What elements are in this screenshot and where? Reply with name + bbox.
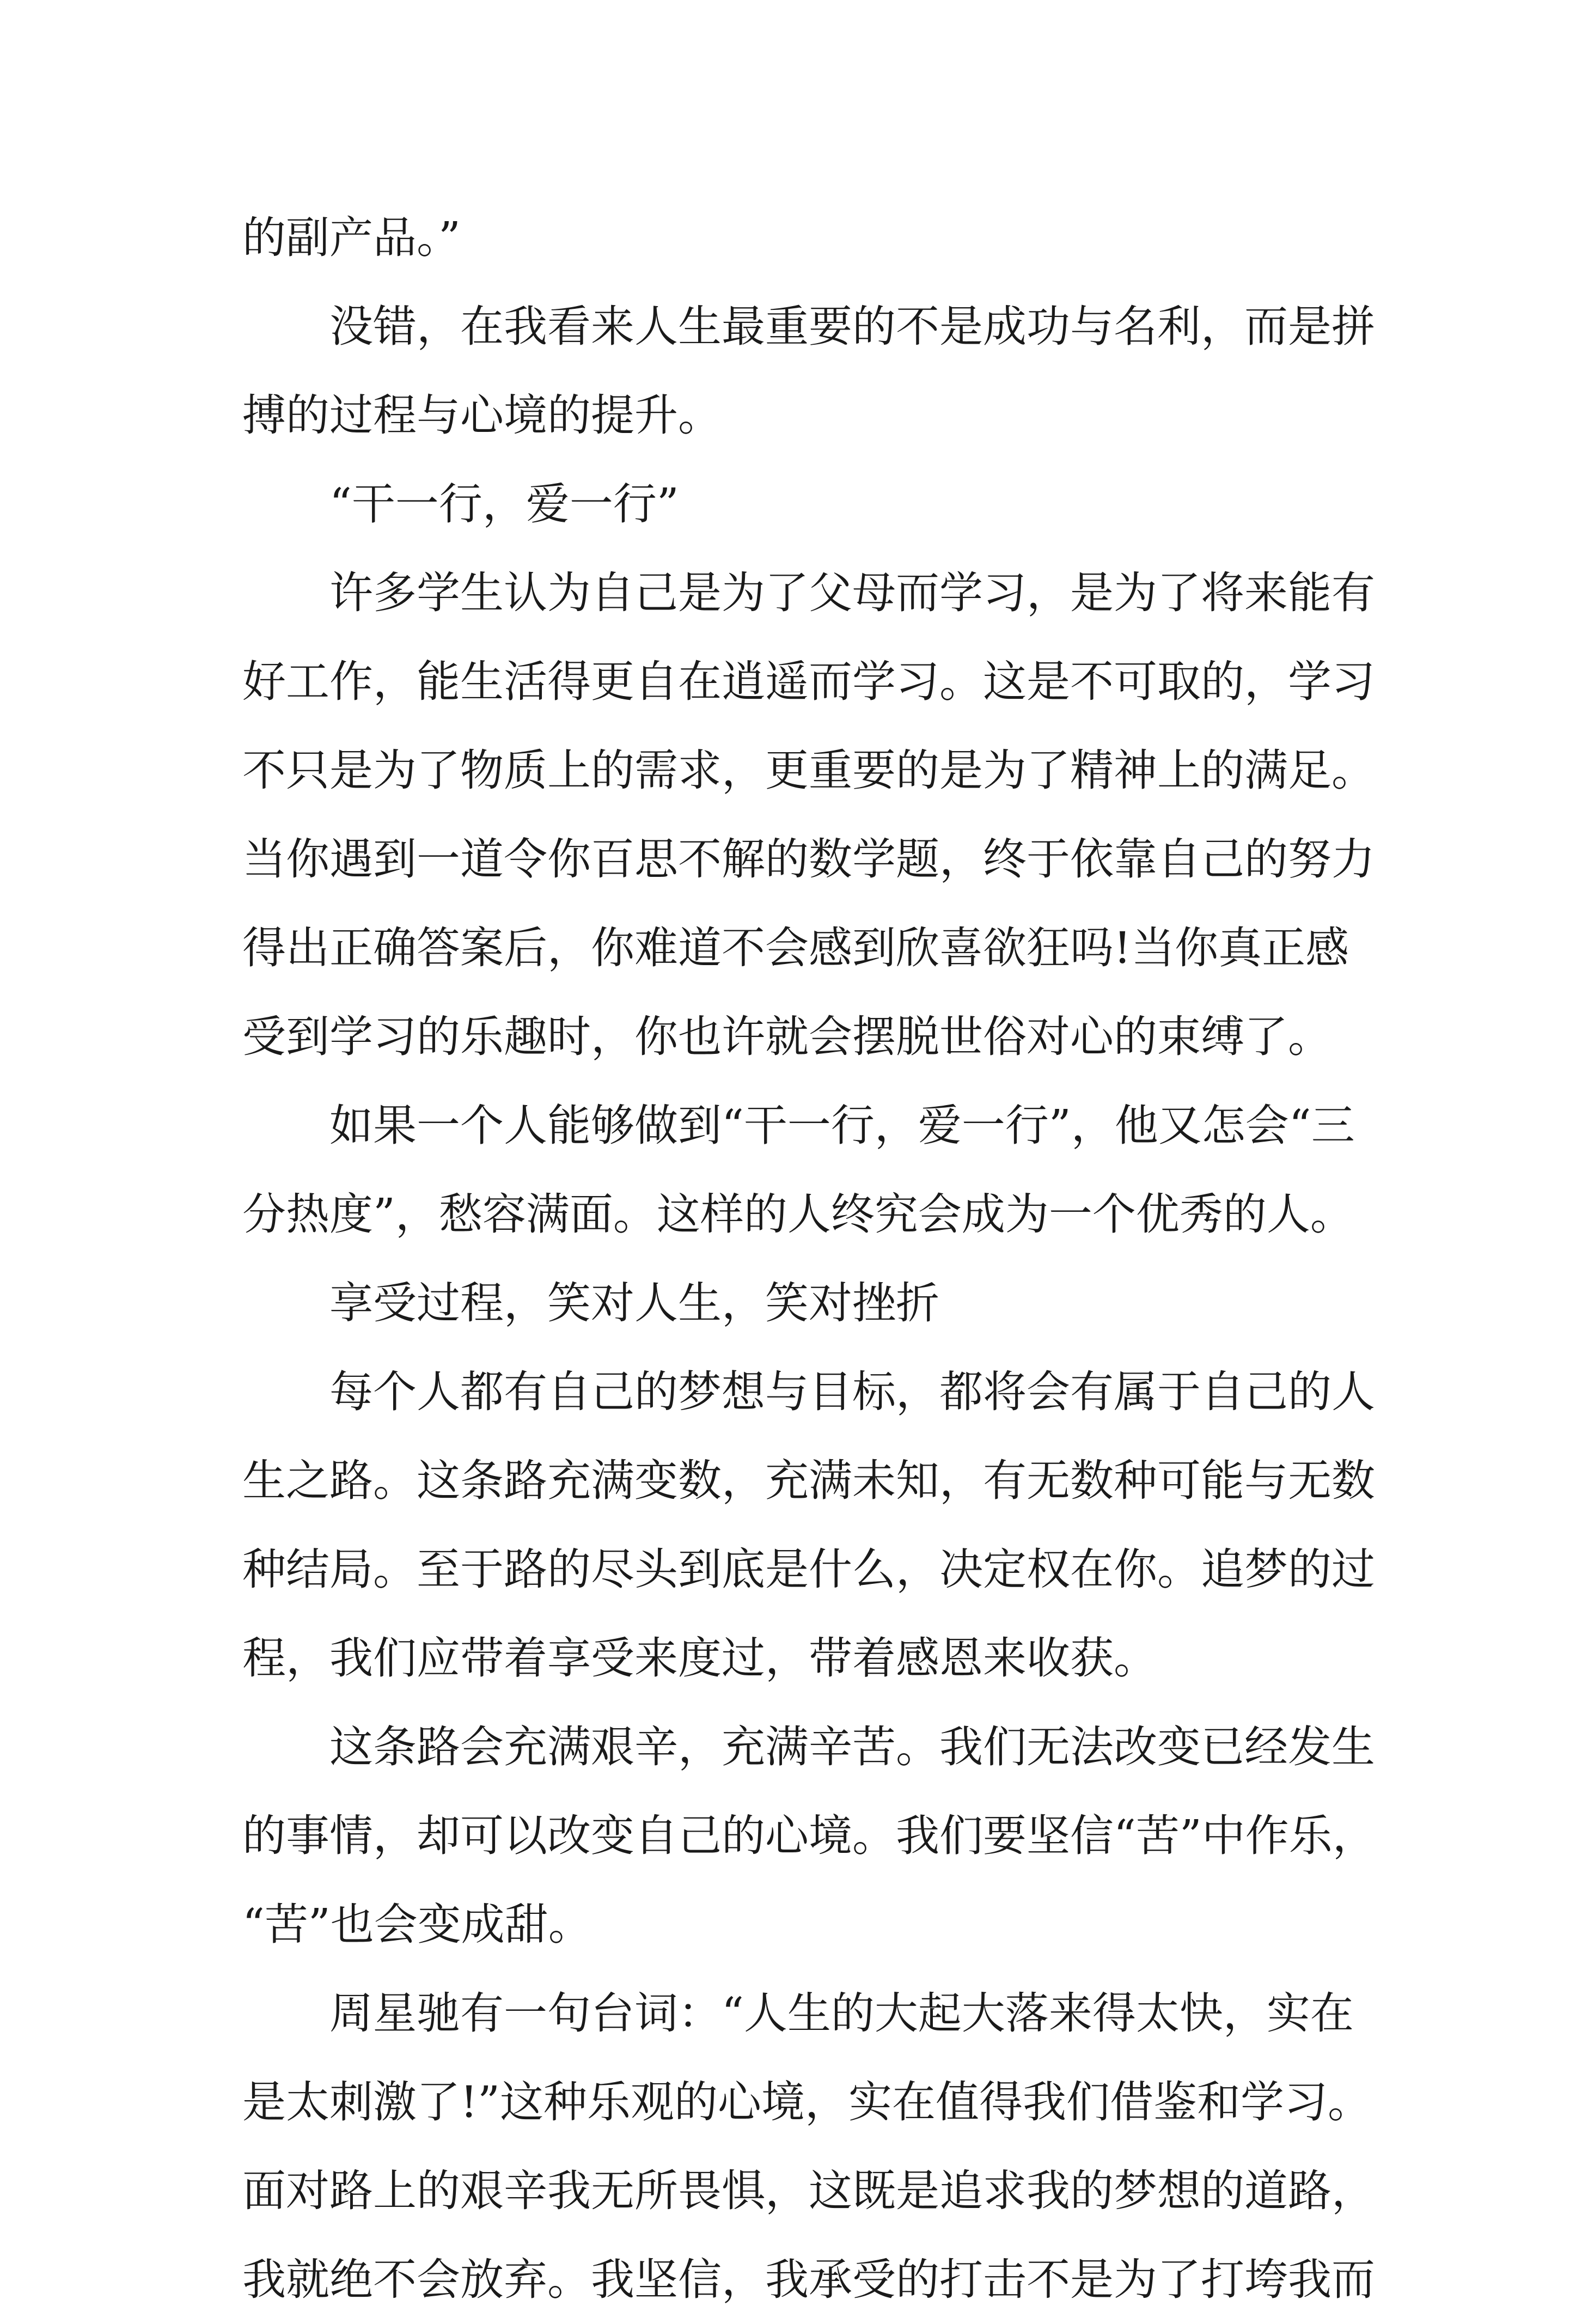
text-line: 我就绝不会放弃。我坚信，我承受的打击不是为了打垮我而 xyxy=(242,2254,1375,2305)
text-line: 面对路上的艰辛我无所畏惧，这既是追求我的梦想的道路， xyxy=(242,2166,1375,2216)
text-line: 受到学习的乐趣时，你也许就会摆脱世俗对心的束缚了。 xyxy=(242,1011,1331,1062)
text-line: 生之路。这条路充满变数，充满未知，有无数种可能与无数 xyxy=(242,1455,1375,1506)
text-line: 程，我们应带着享受来度过，带着感恩来收获。 xyxy=(242,1633,1157,1683)
text-line: 周星驰有一句台词：“人生的大起大落来得太快，实在 xyxy=(242,1988,1354,2039)
section-heading: 享受过程，笑对人生，笑对挫折 xyxy=(242,1278,939,1328)
section-heading: “干一行，爱一行” xyxy=(242,479,679,529)
text-line: 分热度”，愁容满面。这样的人终究会成为一个优秀的人。 xyxy=(242,1189,1354,1240)
text-line: 当你遇到一道令你百思不解的数学题，终于依靠自己的努力 xyxy=(242,834,1375,885)
text-line: 的副产品。” xyxy=(242,212,461,263)
text-line: 不只是为了物质上的需求，更重要的是为了精神上的满足。 xyxy=(242,745,1375,796)
text-line: 许多学生认为自己是为了父母而学习，是为了将来能有 xyxy=(242,568,1375,618)
text-line: 这条路会充满艰辛，充满辛苦。我们无法改变已经发生 xyxy=(242,1722,1375,1772)
text-line: 种结局。至于路的尽头到底是什么，决定权在你。追梦的过 xyxy=(242,1544,1375,1595)
text-line: 如果一个人能够做到“干一行，爱一行”，他又怎会“三 xyxy=(242,1100,1355,1151)
text-line: 搏的过程与心境的提升。 xyxy=(242,390,722,441)
text-line: 每个人都有自己的梦想与目标，都将会有属于自己的人 xyxy=(242,1367,1375,1417)
text-line: 的事情，却可以改变自己的心境。我们要坚信“苦”中作乐， xyxy=(242,1810,1376,1861)
essay-body xyxy=(242,193,1376,2324)
text-line: “苦”也会变成甜。 xyxy=(242,1899,592,1950)
text-line: 是太刺激了!”这种乐观的心境，实在值得我们借鉴和学习。 xyxy=(242,2077,1372,2127)
text-line: 没错，在我看来人生最重要的不是成功与名利，而是拼 xyxy=(242,301,1375,352)
text-line: 得出正确答案后，你难道不会感到欣喜欲狂吗!当你真正感 xyxy=(242,923,1349,973)
text-line: 好工作，能生活得更自在逍遥而学习。这是不可取的，学习 xyxy=(242,656,1375,707)
